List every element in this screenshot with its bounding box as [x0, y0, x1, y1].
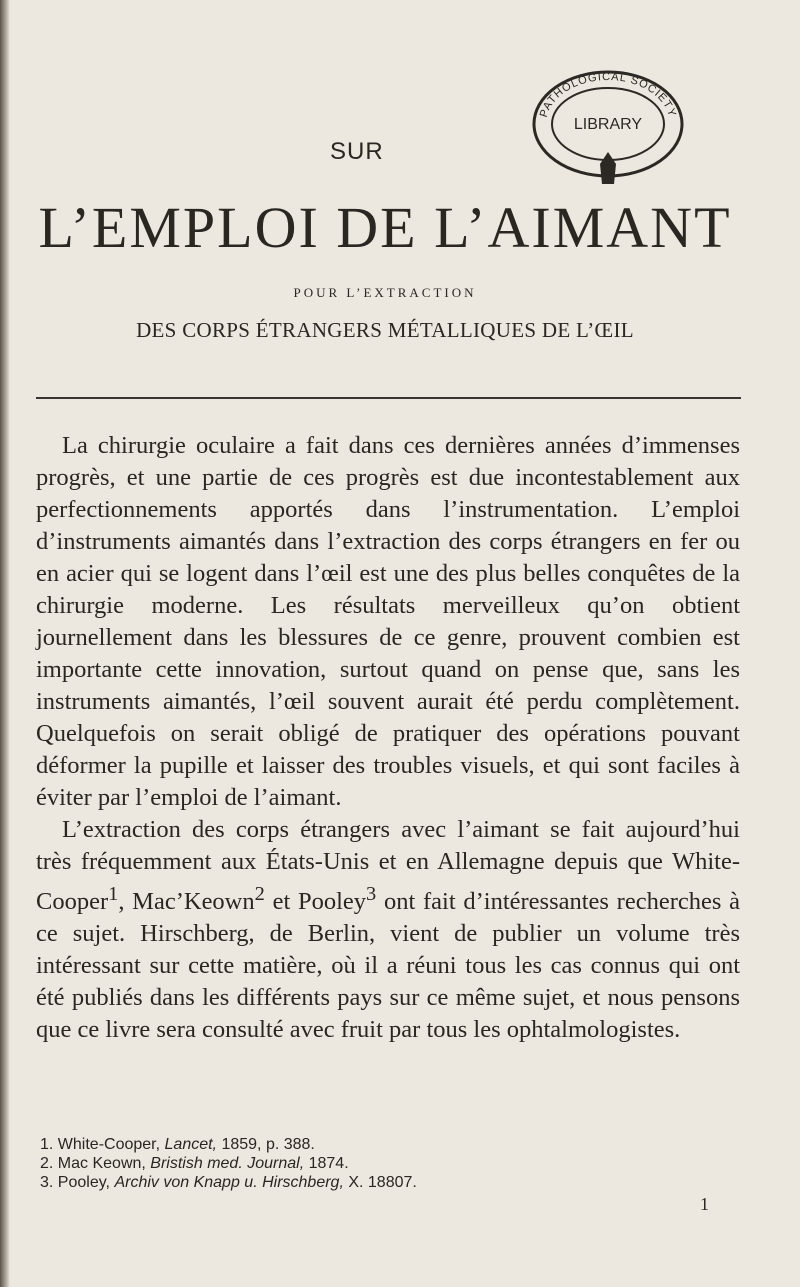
heading-pour: POUR L’EXTRACTION — [293, 285, 477, 300]
subtitle: DES CORPS ÉTRANGERS MÉTALLIQUES DE L’ŒIL — [136, 318, 634, 342]
footnote-ref-2: 2 — [254, 883, 265, 905]
footnote-ref-1: 1 — [108, 883, 119, 905]
stamp-upper-text: PATHOLOGICAL SOCIETY — [537, 70, 679, 119]
footnote-3: 3. Pooley, Archiv von Knapp u. Hirschberg, X. 18807. — [40, 1174, 417, 1191]
page-title: L’EMPLOI DE L’AIMANT — [38, 195, 732, 260]
heading-sur: SUR — [330, 138, 384, 165]
title-rule — [36, 397, 741, 399]
svg-text:PATHOLOGICAL SOCIETY — [538, 71, 678, 119]
library-stamp — [528, 62, 688, 190]
stamp-center-text: LIBRARY — [573, 116, 643, 133]
paragraph-1: La chirurgie oculaire a fait dans ces dernières années d’immenses progrès, et une partie de ces progrès est due incontestablement aux perfectionnements apportés dans l’instrumentation. L’emploi d’instruments aimantés dans l’extraction des corps étrangers en fer ou en acier qui se logent dans l’œil est une des plus belles conquêtes de la chirurgie moderne. Les résultats merveilleux qu’on obtient journellement dans les blessures de ce genre, prouvent combien est importante cette innovation, surtout quand on pense que, sans les instruments aimantés, l’œil souvent aurait été perdu complètement. Quelquefois on serait obligé de pratiquer des opérations pouvant déformer la pupille et laisser des troubles visuels, et qui sont faciles à éviter par l’emploi de l’aimant. — [36, 432, 740, 811]
stamp-emblem-icon — [600, 152, 616, 184]
footnote-1: 1. White-Cooper, Lancet, 1859, p. 388. — [40, 1136, 315, 1153]
page-number: 1 — [700, 1194, 709, 1214]
footnote-2: 2. Mac Keown, Bristish med. Journal, 1874. — [40, 1155, 349, 1172]
page-binding-edge — [0, 0, 10, 1287]
body-text — [36, 430, 740, 1046]
paragraph-2: L’extraction des corps étrangers avec l’aimant se fait aujourd’hui très fréquemment aux États-Unis et en Allemagne depuis que White-Cooper$^1$, Mac’Keown$^2$ et Pooley$^3$ ont fait d’intéressantes recherches à ce sujet. Hirschberg, de Berlin, vient de publier un volume très intéressant sur cette matière, où il a réuni tous les cas connus qui ont été publiés dans les différents pays sur ce même sujet, et nous pensons que ce livre sera consulté avec fruit par tous les ophtalmologistes. — [36, 816, 740, 1044]
footnote-ref-3: 3 — [366, 883, 377, 905]
footnotes — [40, 1135, 740, 1192]
